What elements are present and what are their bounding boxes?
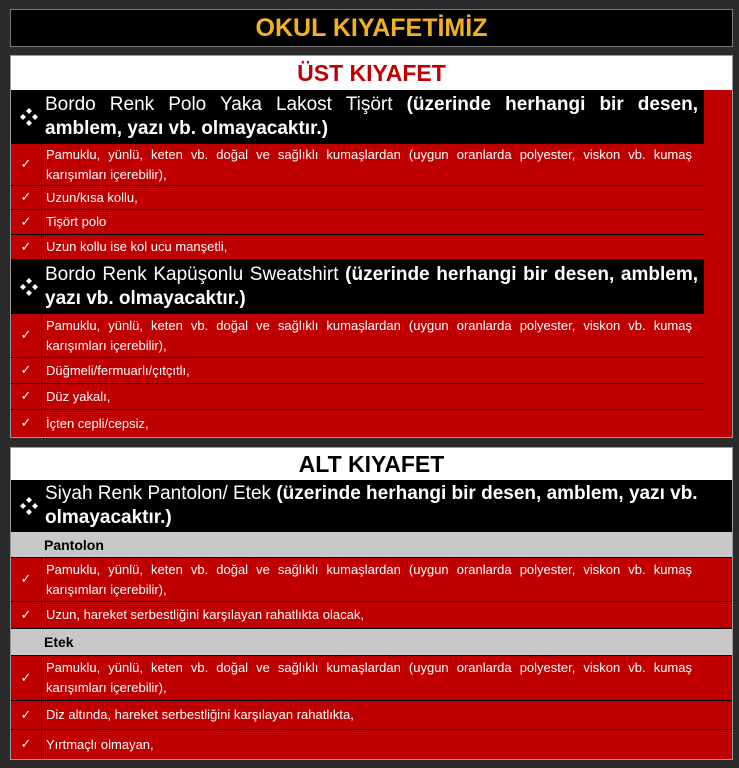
check-icon: ✓ (20, 190, 32, 205)
upper-right-strip (704, 90, 732, 437)
page-title: OKUL KIYAFETİMİZ (10, 9, 733, 47)
list-item: ✓ Düz yakalı, (11, 384, 704, 410)
group-heading-text: Siyah Renk Pantolon/ Etek (üzerinde herhangi bir desen, amblem, yazı vb. olmayacaktır.) (45, 483, 698, 528)
group-heading-polo (11, 90, 704, 144)
list-item: ✓ Pamuklu, yünlü, keten vb. doğal ve sağlıklı kumaşlardan (uygun oranlarda polyester, viskon vb. kumaş karışımları içerebilir), (11, 314, 704, 358)
list-item: ✓ Tişört polo (11, 210, 704, 235)
list-item: ✓ İçten cepli/cepsiz, (11, 410, 704, 437)
upper-clothing-panel (10, 55, 733, 438)
check-icon: ✓ (20, 214, 32, 230)
list-item: ✓ Pamuklu, yünlü, keten vb. doğal ve sağlıklı kumaşlardan (uygun oranlarda polyester, viskon vb. kumaş karışımları içerebilir), (11, 656, 732, 701)
check-icon: ✓ (20, 157, 32, 172)
lower-clothing-header: ALT KIYAFET (11, 448, 732, 480)
check-icon: ✓ (20, 389, 32, 404)
list-item: ✓ Düğmeli/fermuarlı/çıtçıtlı, (11, 358, 704, 384)
check-icon: ✓ (20, 363, 32, 378)
check-icon: ✓ (20, 416, 32, 431)
check-icon: ✓ (20, 737, 32, 752)
list-item: ✓ Yırtmaçlı olmayan, (11, 730, 732, 759)
subsection-pantolon: Pantolon (11, 532, 732, 558)
upper-clothing-header: ÜST KIYAFET (11, 56, 732, 90)
list-item: ✓ Pamuklu, yünlü, keten vb. doğal ve sağlıklı kumaşlardan (uygun oranlarda polyester, viskon vb. kumaş karışımları içerebilir), (11, 144, 704, 186)
check-icon: ✓ (20, 670, 32, 686)
diamond-bullet-icon (17, 90, 41, 144)
check-icon: ✓ (20, 607, 32, 623)
group-heading-text: Bordo Renk Kapüşonlu Sweatshirt (üzerinde herhangi bir desen, amblem, yazı vb. olmayacaktır.) (45, 264, 699, 309)
diamond-bullet-icon (17, 260, 41, 314)
check-icon: ✓ (20, 328, 32, 343)
list-item: ✓ Diz altında, hareket serbestliğini karşılayan rahatlıkta, (11, 701, 732, 730)
subsection-etek: Etek (11, 629, 732, 656)
list-item: ✓ Pamuklu, yünlü, keten vb. doğal ve sağlıklı kumaşlardan (uygun oranlarda polyester, viskon vb. kumaş karışımları içerebilir), (11, 558, 732, 602)
check-icon: ✓ (20, 239, 32, 255)
group-heading-trousers-skirt (11, 480, 732, 532)
list-item: ✓ Uzun/kısa kollu, (11, 186, 704, 210)
lower-clothing-panel (10, 447, 733, 760)
check-icon: ✓ (20, 572, 32, 587)
list-item: ✓ Uzun, hareket serbestliğini karşılayan rahatlıkta olacak, (11, 602, 732, 629)
group-heading-text: Bordo Renk Polo Yaka Lakost Tişört (üzerinde herhangi bir desen, amblem, yazı vb. olmayacaktır.) (45, 94, 698, 139)
list-item: ✓ Uzun kollu ise kol ucu manşetli, (11, 235, 704, 260)
check-icon: ✓ (20, 707, 32, 723)
group-heading-sweatshirt (11, 260, 704, 314)
diamond-bullet-icon (17, 480, 41, 532)
